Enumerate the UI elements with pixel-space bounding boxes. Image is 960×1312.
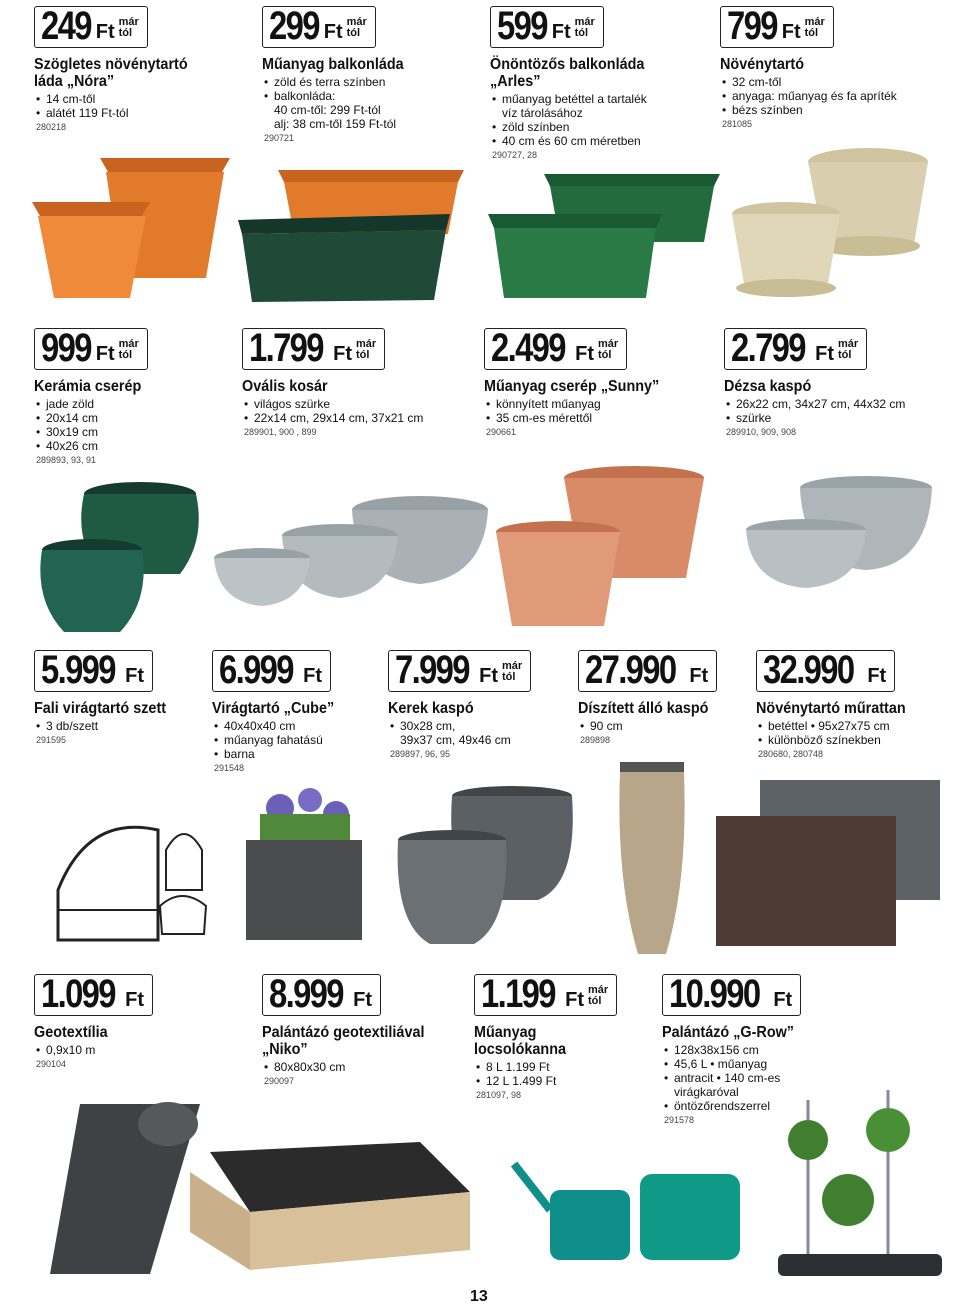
price-value: 599 (497, 4, 547, 48)
spec-item: • anyaga: műanyag és fa apríték (722, 89, 897, 103)
product-specs (36, 1043, 95, 1057)
price-from-mar: már (356, 338, 377, 350)
spec-item: • jade zöld (36, 397, 98, 411)
product-title: Műanyag balkonláda (262, 56, 404, 73)
price-value: 8.999 (269, 972, 343, 1016)
product-specs (664, 1043, 780, 1113)
price-tag (34, 974, 153, 1016)
price-value: 999 (41, 326, 91, 370)
spec-item: • 0,9x10 m (36, 1043, 95, 1057)
product-title: „Arles” (490, 73, 541, 90)
product-code: 289910, 909, 908 (726, 427, 797, 437)
product-code: 290721 (264, 133, 295, 143)
spec-item: • 30x28 cm, (390, 719, 511, 733)
cube-planter-image (240, 790, 370, 946)
product-title: Kerek kaspó (388, 700, 474, 717)
price-from-mar: már (118, 16, 139, 28)
product-code: 291595 (36, 735, 67, 745)
price-from-tol: tól (588, 995, 602, 1007)
balcony-box-image (236, 160, 466, 310)
spec-item: • zöld és terra színben (264, 75, 396, 89)
product-code: 289893, 93, 91 (36, 455, 97, 465)
spec-item: • 40 cm és 60 cm méretben (492, 134, 647, 148)
price-currency: Ft (551, 21, 571, 43)
price-from-tol: tól (502, 671, 516, 683)
oval-basket-image (210, 488, 490, 608)
product-code: 289898 (580, 735, 611, 745)
beige-round-pot-image (728, 140, 928, 300)
price-from-label (838, 339, 858, 361)
price-from-tol: tól (574, 27, 589, 39)
product-title: Műanyag (474, 1024, 537, 1041)
price-currency: Ft (125, 665, 144, 687)
price-tag (578, 650, 717, 692)
wall-planter-image (48, 810, 208, 950)
product-title: Növénytartó műrattan (756, 700, 906, 717)
price-currency: Ft (479, 665, 498, 687)
price-from-tol: tól (118, 349, 133, 361)
spec-item: • műanyag betéttel a tartalék (492, 92, 647, 106)
price-value: 10.990 (669, 972, 760, 1016)
price-currency: Ft (781, 21, 801, 43)
spec-item: • 128x38x156 cm (664, 1043, 780, 1057)
product-specs (722, 75, 897, 117)
price-value: 32.990 (763, 648, 854, 692)
price-from-label (588, 985, 608, 1007)
raised-bed-image (180, 1132, 470, 1272)
price-value: 2.799 (731, 326, 805, 370)
price-value: 799 (727, 4, 777, 48)
product-code: 281097, 98 (476, 1090, 522, 1100)
product-code: 281085 (722, 119, 753, 129)
price-tag (34, 650, 153, 692)
price-from-tol: tól (346, 27, 361, 39)
product-title: Dézsa kaspó (724, 378, 812, 395)
price-from-tol: tól (598, 349, 612, 361)
price-value: 6.999 (219, 648, 293, 692)
price-from-label (575, 17, 595, 39)
product-specs (264, 75, 396, 131)
price-from-label (805, 17, 825, 39)
spec-item: • zöld színben (492, 120, 647, 134)
price-value: 27.990 (585, 648, 676, 692)
product-title: locsolókanna (474, 1041, 567, 1058)
product-specs (214, 719, 323, 761)
product-title: Virágtartó „Cube” (212, 700, 335, 717)
price-from-label (119, 17, 139, 39)
price-from-mar: már (574, 16, 595, 28)
price-from-mar: már (588, 984, 609, 996)
product-title: Palántázó geotextiliával (262, 1024, 425, 1041)
price-currency: Ft (333, 343, 352, 365)
product-code: 291548 (214, 763, 245, 773)
price-tag (490, 6, 604, 48)
spec-item: • 12 L 1.499 Ft (476, 1074, 556, 1088)
spec-item: • 3 db/szett (36, 719, 98, 733)
product-specs (486, 397, 601, 425)
spec-item: • öntözőrendszerrel (664, 1099, 780, 1113)
price-from-tol: tól (356, 349, 370, 361)
g-row-planter-image (768, 1080, 948, 1280)
spec-item: • balkonláda: (264, 89, 396, 103)
product-title: „Niko” (262, 1041, 308, 1058)
product-title: Geotextília (34, 1024, 108, 1041)
product-specs (580, 719, 623, 733)
product-title: Műanyag cserép „Sunny” (484, 378, 660, 395)
product-code: 290727, 28 (492, 150, 538, 160)
jade-ceramic-pot-image (40, 480, 210, 636)
self-watering-box-image (486, 170, 722, 300)
orange-square-planter-image (30, 150, 240, 300)
spec-item: virágkaróval (674, 1085, 739, 1099)
price-from-tol: tól (804, 27, 819, 39)
spec-item: • könnyített műanyag (486, 397, 601, 411)
watering-can-image (510, 1150, 750, 1270)
price-value: 1.799 (249, 326, 323, 370)
product-specs (264, 1060, 345, 1074)
price-currency: Ft (125, 989, 144, 1011)
product-code: 290097 (264, 1076, 295, 1086)
price-currency: Ft (815, 343, 834, 365)
price-currency: Ft (323, 21, 343, 43)
spec-item: • 40x40x40 cm (214, 719, 323, 733)
price-from-label (598, 339, 618, 361)
price-currency: Ft (575, 343, 594, 365)
price-tag (474, 974, 617, 1016)
price-from-mar: már (502, 660, 523, 672)
product-title: Palántázó „G-Row” (662, 1024, 795, 1041)
price-value: 299 (269, 4, 319, 48)
product-specs (244, 397, 423, 425)
price-currency: Ft (773, 989, 793, 1011)
product-title: Fali virágtartó szett (34, 700, 167, 717)
product-specs (758, 719, 890, 747)
spec-item: • 26x22 cm, 34x27 cm, 44x32 cm (726, 397, 905, 411)
spec-item: 39x37 cm, 49x46 cm (400, 733, 511, 747)
price-from-mar: már (598, 338, 619, 350)
spec-item: • 30x19 cm (36, 425, 98, 439)
price-currency: Ft (95, 343, 115, 365)
price-currency: Ft (353, 989, 372, 1011)
product-specs (36, 92, 129, 120)
price-currency: Ft (689, 665, 709, 687)
price-tag (212, 650, 331, 692)
price-from-label (356, 339, 376, 361)
spec-item: 40 cm-től: 299 Ft-tól (274, 103, 381, 117)
price-currency: Ft (303, 665, 322, 687)
product-code: 289901, 900 , 899 (244, 427, 317, 437)
spec-item: • műanyag fahatású (214, 733, 323, 747)
spec-item: • 90 cm (580, 719, 623, 733)
price-from-tol: tól (118, 27, 133, 39)
spec-item: • alátét 119 Ft-tól (36, 106, 129, 120)
rattan-planter-image (716, 776, 946, 950)
product-specs (36, 397, 98, 453)
round-kaspo-image (396, 784, 582, 950)
price-currency: Ft (867, 665, 887, 687)
price-tag (484, 328, 627, 370)
product-code: 289897, 96, 95 (390, 749, 451, 759)
price-value: 5.999 (41, 648, 115, 692)
product-code: 290661 (486, 427, 517, 437)
price-tag (34, 6, 148, 48)
price-value: 249 (41, 4, 91, 48)
product-code: 290104 (36, 1059, 67, 1069)
product-title: Önöntözős balkonláda (490, 56, 645, 73)
spec-item: • 8 L 1.199 Ft (476, 1060, 556, 1074)
spec-item: • 14 cm-től (36, 92, 129, 106)
price-from-mar: már (804, 16, 825, 28)
spec-item: • különböző színekben (758, 733, 890, 747)
product-title: Ovális kosár (242, 378, 328, 395)
price-from-label (119, 339, 139, 361)
spec-item: alj: 38 cm-től 159 Ft-tól (274, 117, 397, 131)
product-specs (36, 719, 98, 733)
spec-item: • barna (214, 747, 323, 761)
price-from-mar: már (346, 16, 367, 28)
product-title: láda „Nóra” (34, 73, 115, 90)
price-tag (34, 328, 148, 370)
product-specs (476, 1060, 556, 1088)
product-specs (726, 397, 905, 425)
spec-item: • betéttel • 95x27x75 cm (758, 719, 890, 733)
price-tag (262, 974, 381, 1016)
product-specs (390, 719, 511, 747)
price-from-mar: már (118, 338, 139, 350)
concrete-tub-image (736, 470, 936, 590)
price-tag (720, 6, 834, 48)
spec-item: víz tárolásához (502, 106, 583, 120)
product-code: 291578 (664, 1115, 695, 1125)
spec-item: • 20x14 cm (36, 411, 98, 425)
page-number: 13 (470, 1288, 488, 1305)
price-value: 2.499 (491, 326, 565, 370)
spec-item: • 45,6 L • műanyag (664, 1057, 780, 1071)
price-tag (388, 650, 531, 692)
spec-item: • 22x14 cm, 29x14 cm, 37x21 cm (244, 411, 423, 425)
product-title: Kerámia cserép (34, 378, 142, 395)
spec-item: • szürke (726, 411, 905, 425)
spec-item: • 80x80x30 cm (264, 1060, 345, 1074)
spec-item: • világos szürke (244, 397, 423, 411)
spec-item: • 35 cm-es mérettől (486, 411, 601, 425)
product-code: 280680, 280748 (758, 749, 824, 759)
product-title: Díszített álló kaspó (578, 700, 709, 717)
price-value: 7.999 (395, 648, 469, 692)
price-from-label (347, 17, 367, 39)
price-value: 1.099 (41, 972, 115, 1016)
product-code: 280218 (36, 122, 67, 132)
tall-decorated-pot-image (612, 760, 692, 956)
price-tag (242, 328, 385, 370)
price-currency: Ft (565, 989, 584, 1011)
price-tag (756, 650, 895, 692)
spec-item: • 40x26 cm (36, 439, 98, 453)
product-specs (492, 92, 647, 148)
product-title: Növénytartó (720, 56, 805, 73)
price-from-mar: már (838, 338, 859, 350)
product-title: Szögletes növénytartó (34, 56, 188, 73)
price-tag (724, 328, 867, 370)
price-from-label (502, 661, 522, 683)
price-value: 1.199 (481, 972, 555, 1016)
spec-item: • bézs színben (722, 103, 897, 117)
price-from-tol: tól (838, 349, 852, 361)
price-tag (262, 6, 376, 48)
clay-sunny-pot-image (494, 464, 714, 628)
price-currency: Ft (95, 21, 115, 43)
spec-item: • antracit • 140 cm-es (664, 1071, 780, 1085)
spec-item: • 32 cm-től (722, 75, 897, 89)
price-tag (662, 974, 801, 1016)
